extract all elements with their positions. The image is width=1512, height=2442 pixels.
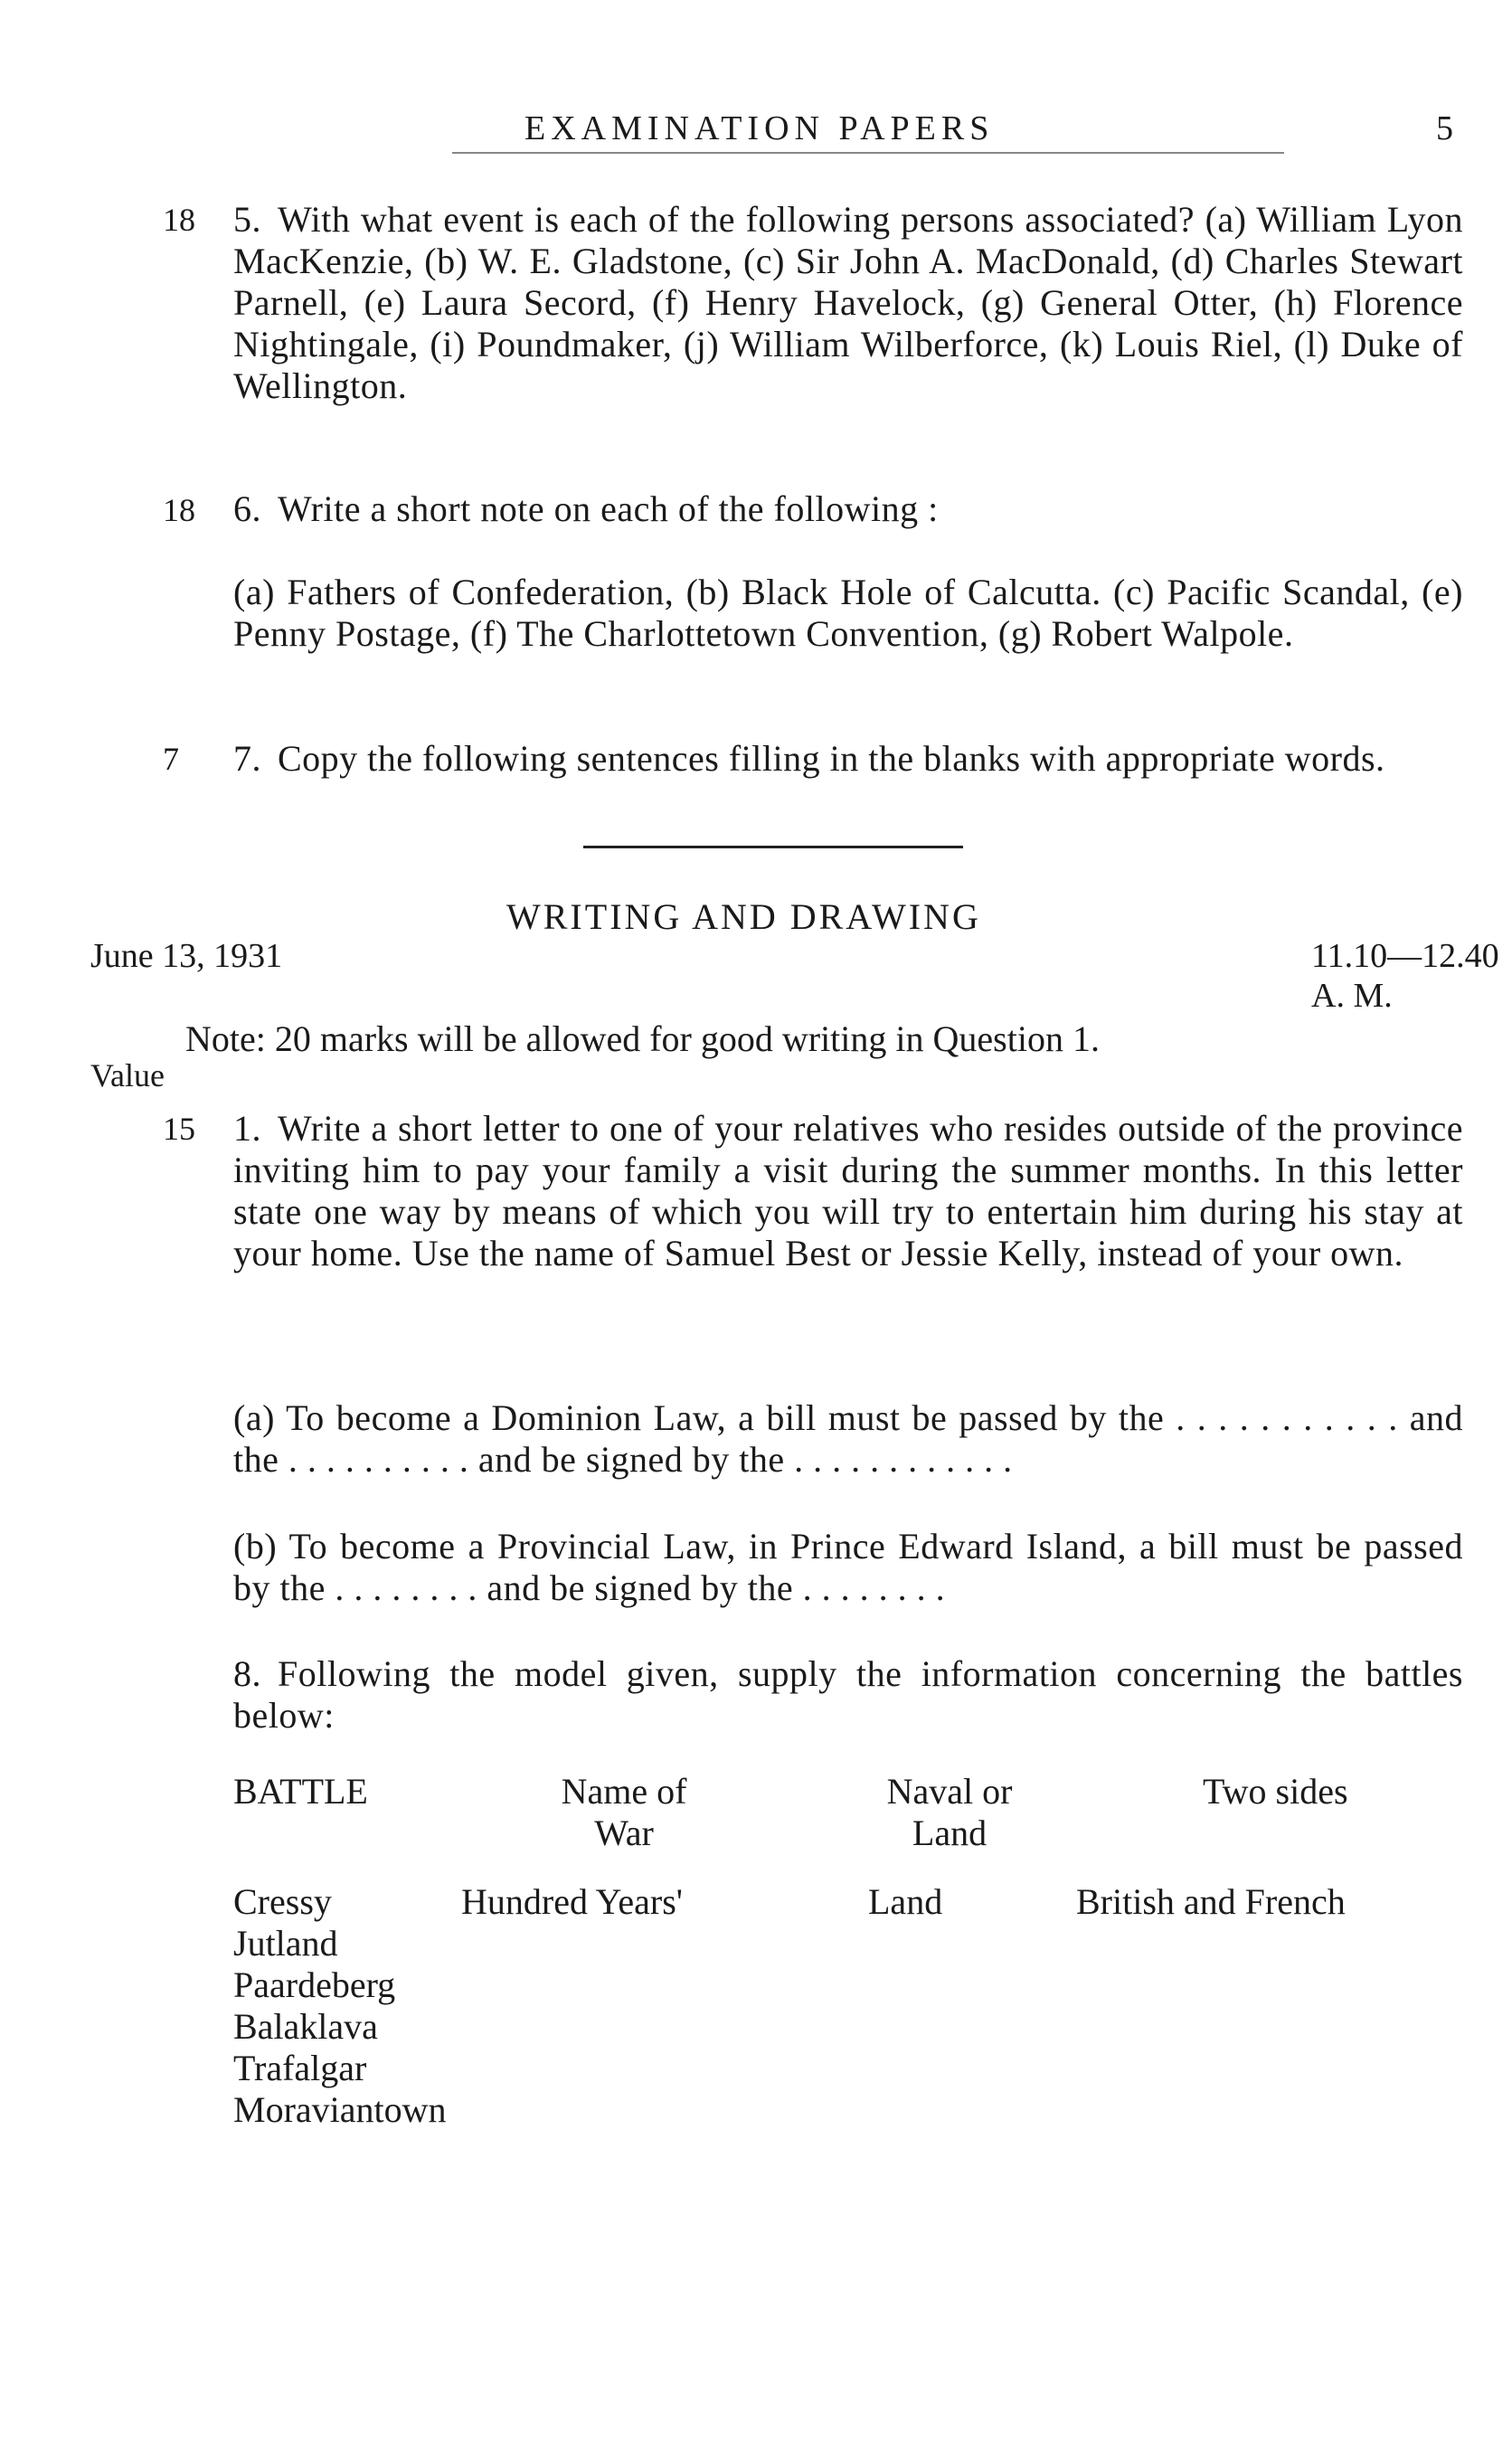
wq1-block bbox=[233, 1108, 1463, 1274]
q6-number: 6. bbox=[233, 488, 261, 529]
page-header-title: EXAMINATION PAPERS bbox=[524, 109, 995, 147]
col-header-type bbox=[850, 1771, 1049, 1854]
col-header-war-line1: Name of bbox=[561, 1771, 687, 1812]
q6-block bbox=[233, 488, 1463, 530]
model-row-sides: British and French bbox=[1076, 1881, 1346, 1922]
battle-item: Balaklava bbox=[233, 2006, 378, 2047]
q5-text: With what event is each of the following persons associated? (a) William Lyon MacKenzie, (b) W. E. Gladstone, (c) Sir John A. MacDonald, (d) Charles Stewart Parnell, (e) Laura Secord, (f) Henry Havelock, (g) General Otter, (h) Florence Nightingale, (i) Poundmaker, (j) William Wilberforce, (k) Louis Riel, (l) Duke of Wellington. bbox=[233, 199, 1463, 406]
battle-item: Moraviantown bbox=[233, 2089, 447, 2130]
exam-date: June 13, 1931 bbox=[90, 937, 283, 975]
q8-text: Following the model given, supply the information concerning the battles below: bbox=[233, 1653, 1463, 1736]
exam-time: 11.10—12.40 A. M. bbox=[1311, 937, 1499, 1015]
battle-item: Paardeberg bbox=[233, 1964, 396, 2005]
page-number: 5 bbox=[1436, 109, 1453, 147]
q5-number: 5. bbox=[233, 199, 261, 240]
col-header-war-line2: War bbox=[594, 1813, 654, 1853]
fill-question-b: (b) To become a Provincial Law, in Prince Edward Island, a bill must be passed by the . . . . . . . . and be signed by the . . . . . . . . bbox=[233, 1526, 1463, 1608]
q7-block bbox=[233, 738, 1463, 780]
wq1-marks: 15 bbox=[163, 1111, 195, 1147]
col-header-type-line1: Naval or bbox=[886, 1771, 1013, 1812]
q5-block bbox=[233, 199, 1463, 407]
exam-note: Note: 20 marks will be allowed for good writing in Question 1. bbox=[185, 1018, 1100, 1059]
col-header-battle: BATTLE bbox=[233, 1771, 368, 1812]
q6-text: Write a short note on each of the following : bbox=[278, 488, 939, 529]
q7-number: 7. bbox=[233, 738, 261, 779]
model-row-battle: Cressy bbox=[233, 1881, 332, 1922]
section-separator bbox=[583, 846, 963, 848]
col-header-type-line2: Land bbox=[912, 1813, 988, 1853]
section-title: WRITING AND DRAWING bbox=[506, 896, 981, 937]
q7-marks: 7 bbox=[163, 741, 179, 777]
header-rule bbox=[452, 152, 1284, 154]
battle-list bbox=[233, 1923, 447, 2131]
q7-text: Copy the following sentences filling in the blanks with appropriate words. bbox=[278, 738, 1385, 779]
wq1-number: 1. bbox=[233, 1108, 261, 1149]
model-row-type: Land bbox=[868, 1881, 943, 1922]
fill-question-a: (a) To become a Dominion Law, a bill must be passed by the . . . . . . . . . . . and the . . . . . . . . . . and be signed by the . . . . . . . . . . . . bbox=[233, 1397, 1463, 1480]
value-label: Value bbox=[90, 1057, 165, 1093]
q8-block bbox=[233, 1653, 1463, 1737]
col-header-sides: Two sides bbox=[1203, 1771, 1348, 1812]
col-header-war bbox=[506, 1771, 742, 1854]
q6-marks: 18 bbox=[163, 492, 195, 528]
battle-item: Trafalgar bbox=[233, 2048, 367, 2088]
wq1-text: Write a short letter to one of your relatives who resides outside of the province inviting him to pay your family a visit during the summer months. In this letter state one way by means of which you will try to entertain him during his stay at your home. Use the name of Samuel Best or Jessie Kelly, instead of your own. bbox=[233, 1108, 1463, 1273]
battle-item: Jutland bbox=[233, 1923, 338, 1964]
q6-items: (a) Fathers of Confederation, (b) Black Hole of Calcutta. (c) Pacific Scandal, (e) Penny Postage, (f) The Charlottetown Convention, (g) Robert Walpole. bbox=[233, 572, 1463, 654]
q5-marks: 18 bbox=[163, 202, 195, 238]
model-row-war: Hundred Years' bbox=[461, 1881, 683, 1922]
q8-number: 8. bbox=[233, 1653, 261, 1694]
